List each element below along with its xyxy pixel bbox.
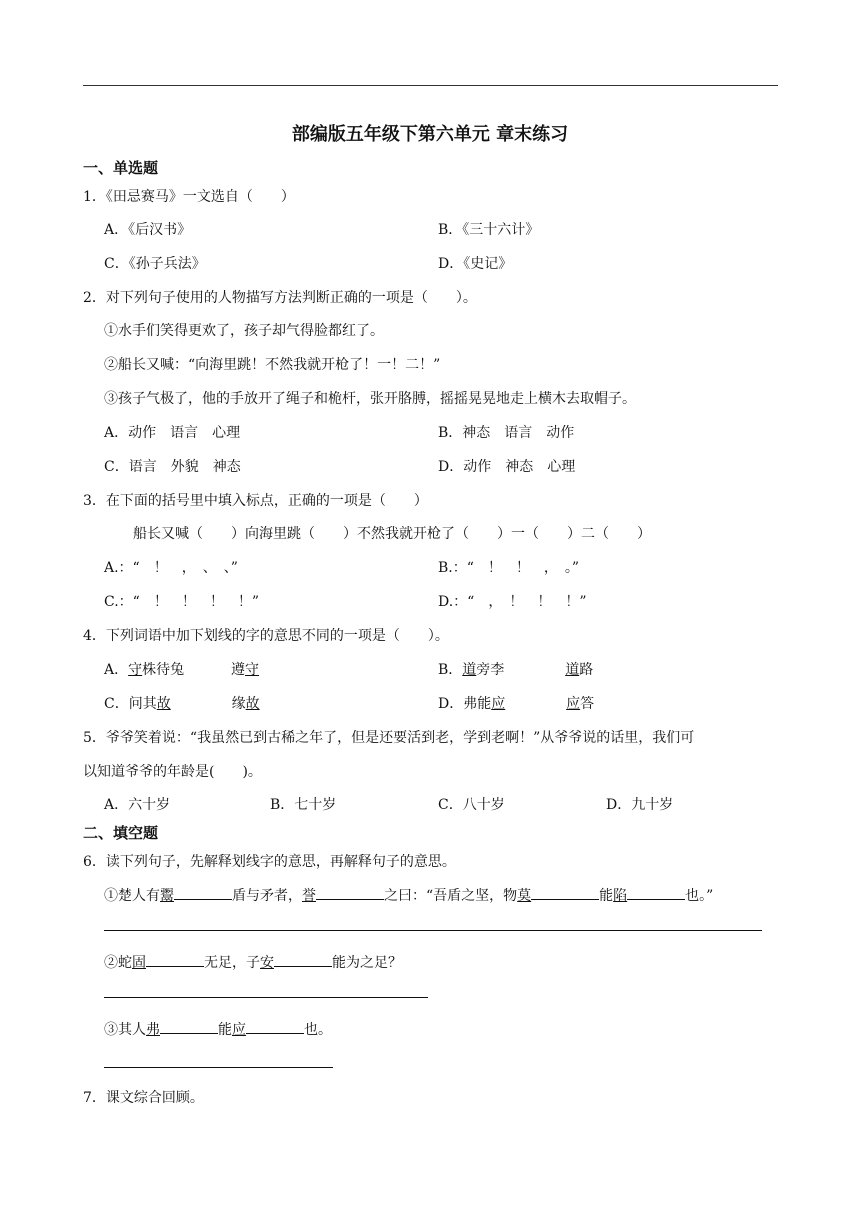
q3-option-b: B.：“ ！ ！ ， 。” [438,560,580,576]
q1-option-c: C．《孙子兵法》 [104,256,206,272]
q5-option-c: C．八十岁 [438,797,505,813]
q3-option-c: C.：“ ！ ！ ！ ！” [104,594,259,610]
q4-b-prefix: B． [438,662,463,678]
question-4-stem: 4．下列词语中加下划线的字的意思不同的一项是（ ）。 [83,628,449,644]
q4-d-underlined-2: 应 [566,696,581,712]
q5-option-b: B．七十岁 [270,797,337,813]
q2-sentence-2: ②船长又喊：“向海里跳！不然我就开枪了！一！二！” [104,357,441,373]
q3-sentence: 船长又喊（ ）向海里跳（ ）不然我就开枪了（ ）一（ ）二（ ） [133,526,651,542]
q5-option-a: A．六十岁 [104,797,171,813]
q4-option-b [438,659,593,679]
q6-l2-text-a: ②蛇 [104,955,132,971]
q6-l1-text-c: 之曰：“吾盾之坚，物 [384,888,518,904]
q4-d-word-2: 答 [580,696,595,712]
page-title: 部编版五年级下第六单元 章末练习 [291,124,569,145]
q6-l1-underlined-2: 誉 [302,888,316,904]
q6-l2-underlined-2: 安 [260,955,274,971]
q6-l1-text-a: ①楚人有 [104,888,160,904]
q2-option-d: D．动作 神态 心理 [438,459,576,475]
q6-l1-underlined-3: 莫 [517,888,532,904]
q2-sentence-3: ③孩子气极了，他的手放开了绳子和桅杆，张开胳膊，摇摇晃晃地走上横木去取帽子。 [104,391,636,407]
q6-l2-underlined-1: 固 [132,955,146,971]
q6-sentence-3 [104,1019,332,1039]
answer-line-1[interactable] [104,930,762,931]
q4-d-underlined-1: 应 [491,696,506,712]
q4-c-word-1: 问其 [128,696,157,712]
answer-blank[interactable] [627,885,685,900]
q6-l2-text-b: 无足，子 [204,955,260,971]
q6-l1-text-e: 也。” [685,888,714,904]
header-rule [83,85,778,86]
question-7-stem: 7．课文综合回顾。 [83,1090,204,1106]
answer-line-3[interactable] [104,1067,333,1068]
q4-a-word-2: 遵 [231,662,246,678]
q4-b-word-1: 旁李 [476,662,505,678]
q5-option-d: D．九十岁 [606,797,674,813]
q1-option-d: D．《史记》 [438,256,513,272]
q4-option-d [438,693,594,713]
q6-l3-underlined-2: 应 [232,1022,246,1038]
q4-a-underlined-2: 守 [245,662,260,678]
question-6-stem: 6．读下列句子，先解释划线字的意思，再解释句子的意思。 [83,854,456,870]
answer-blank[interactable] [316,885,384,900]
q4-c-word-2: 缘 [231,696,246,712]
q2-option-a: A．动作 语言 心理 [104,425,241,441]
q6-l1-underlined-1: 鬻 [160,888,174,904]
q4-d-prefix: D． [438,696,464,712]
q4-a-prefix: A． [104,662,129,678]
q3-option-d: D.：“ ， ！ ！ ！” [438,594,587,610]
q4-c-underlined-2: 故 [245,696,260,712]
q2-option-b: B．神态 语言 动作 [438,425,575,441]
question-5-stem-line-1: 5．爷爷笑着说：“我虽然已到古稀之年了，但是还要活到老，学到老啊！”从爷爷说的话里，我们可 [83,730,695,746]
q6-l3-text-c: 也。 [304,1022,332,1038]
question-5-stem-line-2: 以知道爷爷的年龄是( )。 [83,764,262,780]
answer-blank[interactable] [531,885,599,900]
question-1-stem: 1．《田忌赛马》一文选自（ ） [83,189,295,205]
answer-blank[interactable] [160,1019,218,1034]
q6-l1-text-d: 能 [599,888,614,904]
answer-line-2[interactable] [104,997,428,998]
q6-l1-underlined-4: 陷 [613,888,628,904]
question-2-stem: 2．对下列句子使用的人物描写方法判断正确的一项是（ ）。 [83,290,477,306]
q4-c-underlined-1: 故 [156,696,171,712]
question-3-stem: 3．在下面的括号里中填入标点，正确的一项是（ ） [83,493,428,509]
q4-b-underlined-2: 道 [565,662,580,678]
q4-d-word-1: 弗能 [463,696,492,712]
q4-a-underlined-1: 守 [128,662,143,678]
q4-a-word-1: 株待兔 [142,662,185,678]
q4-c-prefix: C． [104,696,129,712]
q1-option-b: B．《三十六计》 [438,222,540,238]
q6-sentence-1 [104,885,713,905]
q6-l3-underlined-1: 弗 [146,1022,160,1038]
q6-l3-text-b: 能 [218,1022,232,1038]
q2-sentence-1: ①水手们笑得更欢了，孩子却气得脸都红了。 [104,323,384,339]
answer-blank[interactable] [174,885,232,900]
q4-b-word-2: 路 [579,662,594,678]
q6-l1-text-b: 盾与矛者， [232,888,302,904]
section-heading-fill-blank: 二、填空题 [83,824,159,842]
answer-blank[interactable] [246,1019,304,1034]
answer-blank[interactable] [146,952,204,967]
q6-l2-text-c: 能为之足？ [332,955,402,971]
q6-l3-text-a: ③其人 [104,1022,146,1038]
q1-option-a: A．《后汉书》 [104,222,192,238]
q4-option-c [104,693,260,713]
q4-b-underlined-1: 道 [462,662,477,678]
answer-blank[interactable] [274,952,332,967]
q4-option-a [104,659,259,679]
q6-sentence-2 [104,952,402,972]
section-heading-single-choice: 一、单选题 [83,159,159,177]
q2-option-c: C．语言 外貌 神态 [104,459,241,475]
q3-option-a: A.：“ ！ ， 、 、” [104,560,238,576]
